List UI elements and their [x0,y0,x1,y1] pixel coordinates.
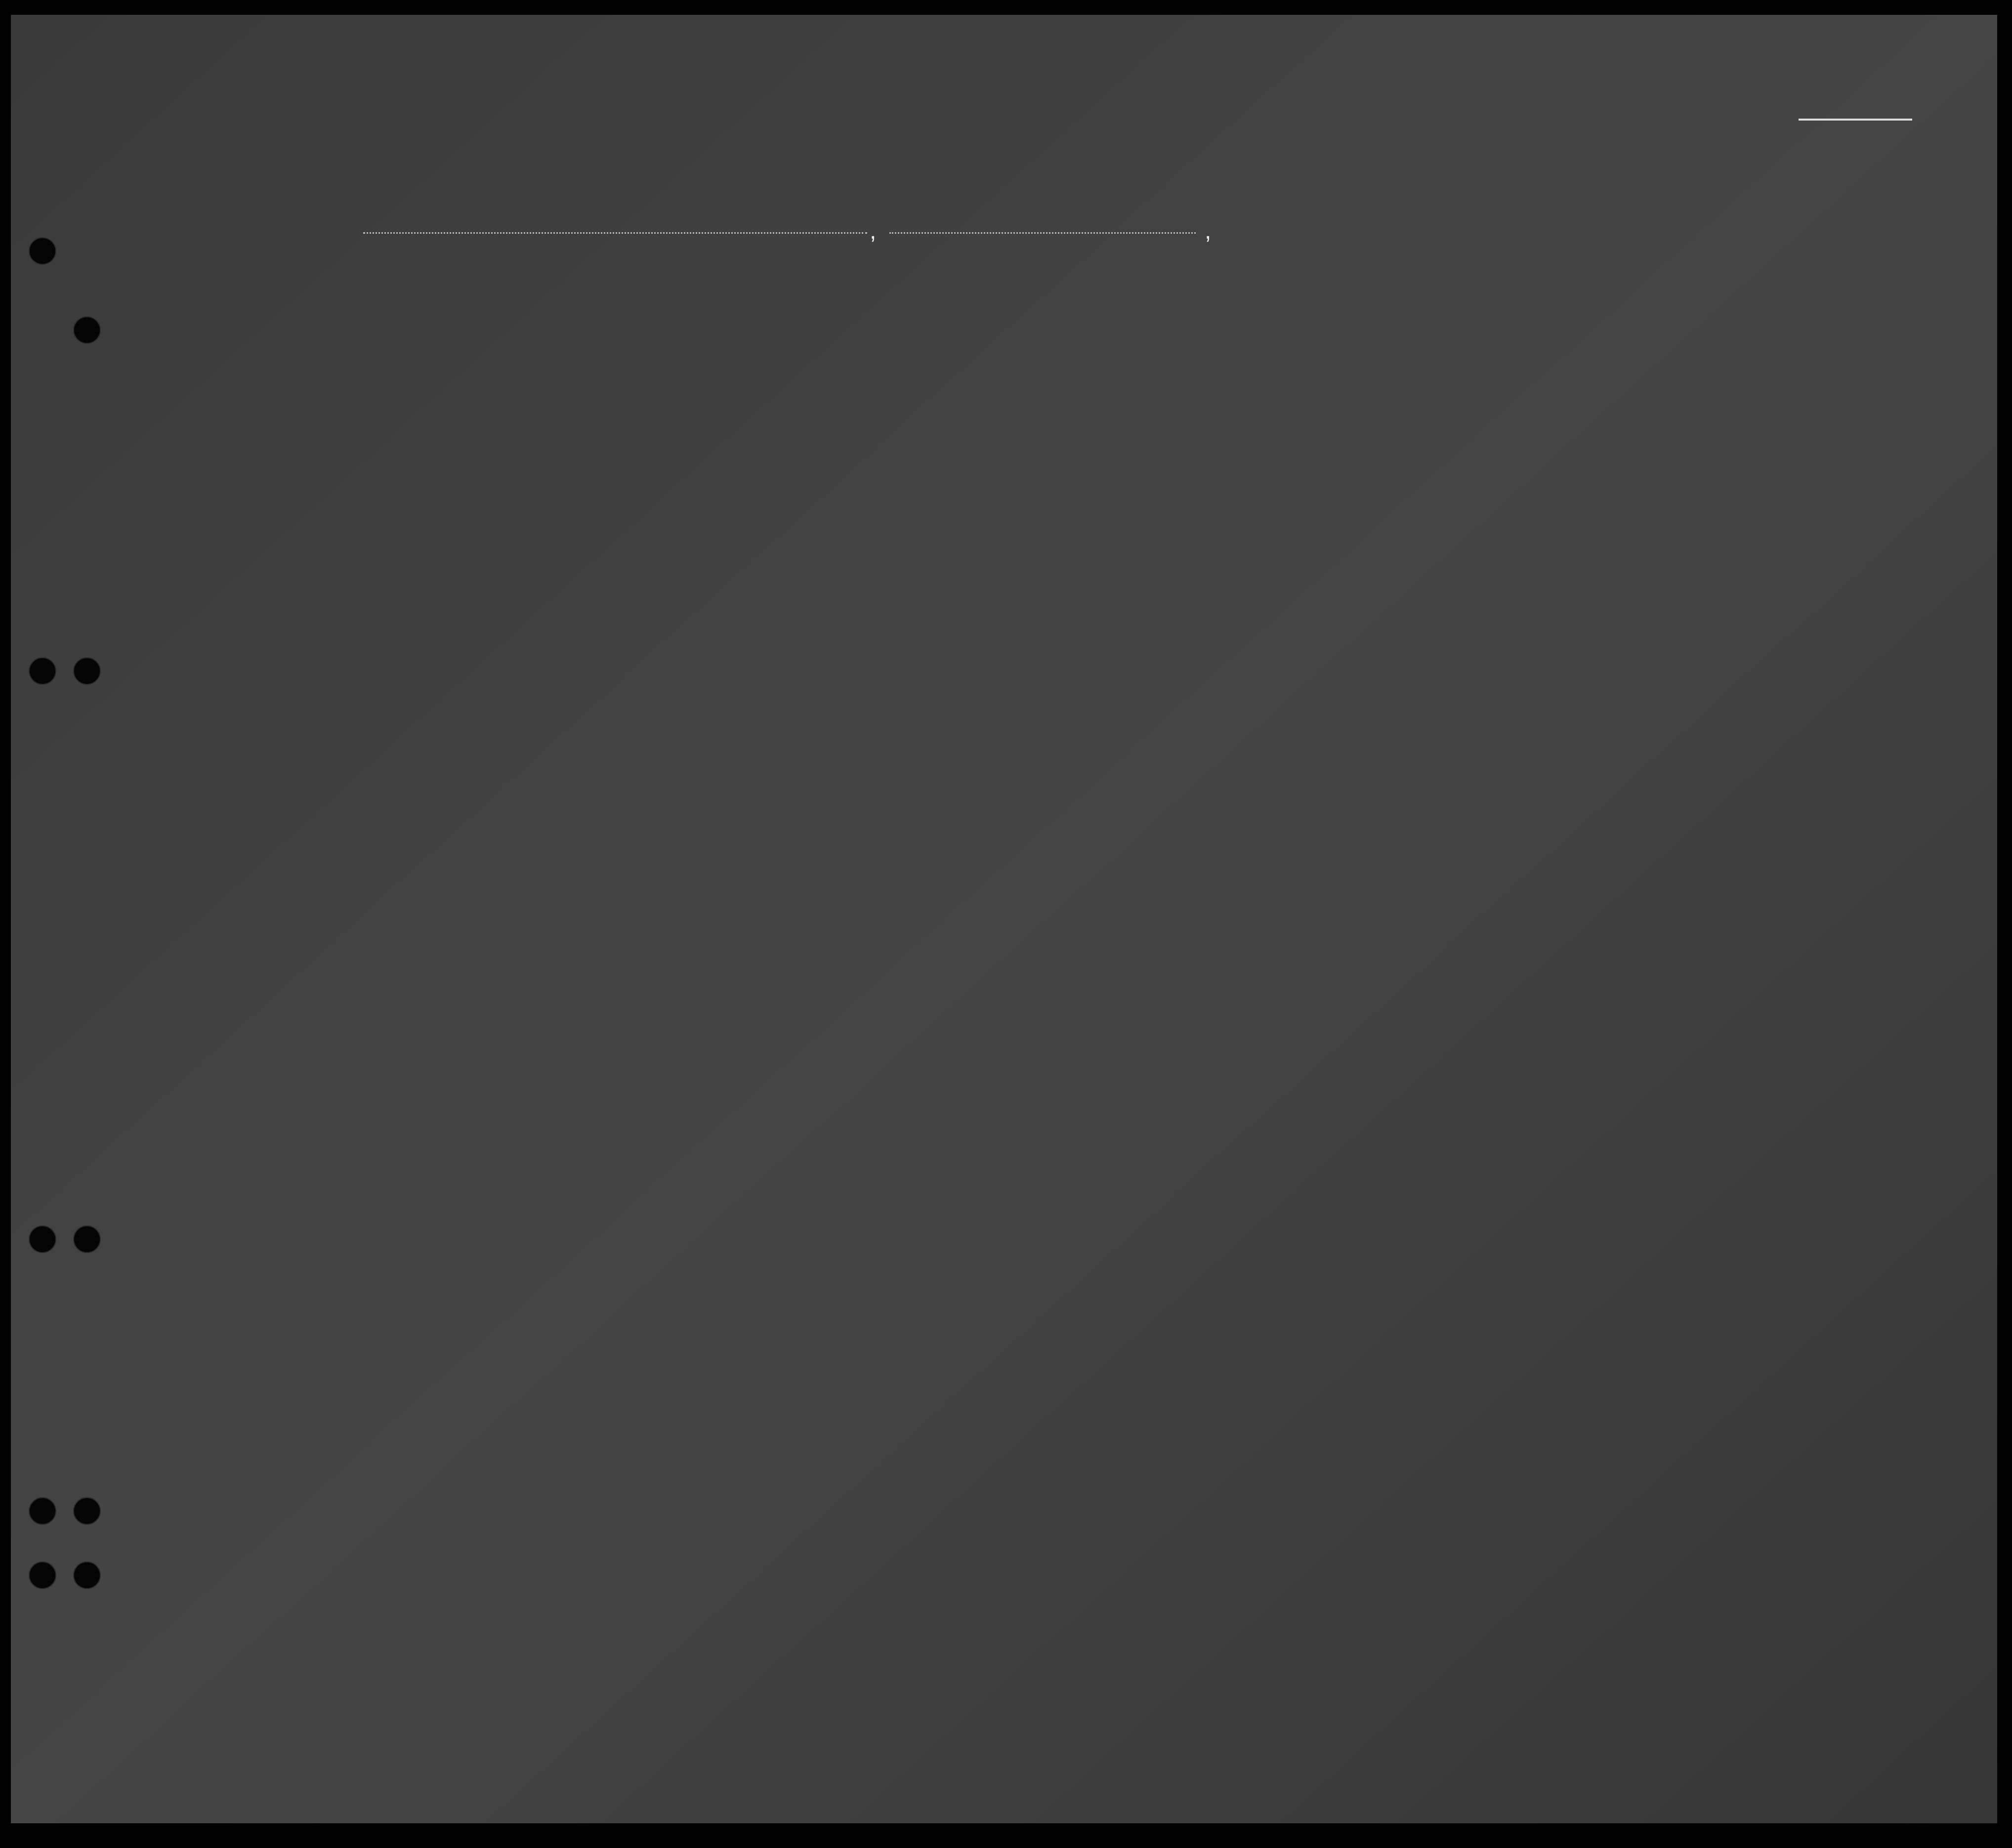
binder-hole-icon [29,1561,56,1589]
binder-hole-icon [73,1497,101,1525]
binder-hole-icon [73,657,101,685]
binder-hole-icon [73,1561,101,1589]
binder-hole-icon [29,657,56,685]
binder-hole-icon [73,316,101,344]
arriving-underline [363,232,867,234]
header-excluded [1482,302,1497,431]
comma-2: , [1205,218,1212,244]
list-underline [1799,119,1912,121]
header-purpose-b [1220,336,1250,430]
paper-body [11,15,1997,1823]
binder-hole-icon [29,1497,56,1525]
binder-hole-icon [73,1225,101,1253]
header-deported [1511,302,1526,431]
header-offer-labor [1446,302,1475,431]
header-overthrow [1395,302,1440,431]
header-purpose-a [1180,336,1214,430]
header-purpose-c [1261,336,1291,430]
header-prison [1302,302,1330,431]
comma-1: , [870,218,877,244]
binder-hole-icon [29,237,56,265]
binder-hole-icon [29,1225,56,1253]
date-underline [889,232,1196,234]
